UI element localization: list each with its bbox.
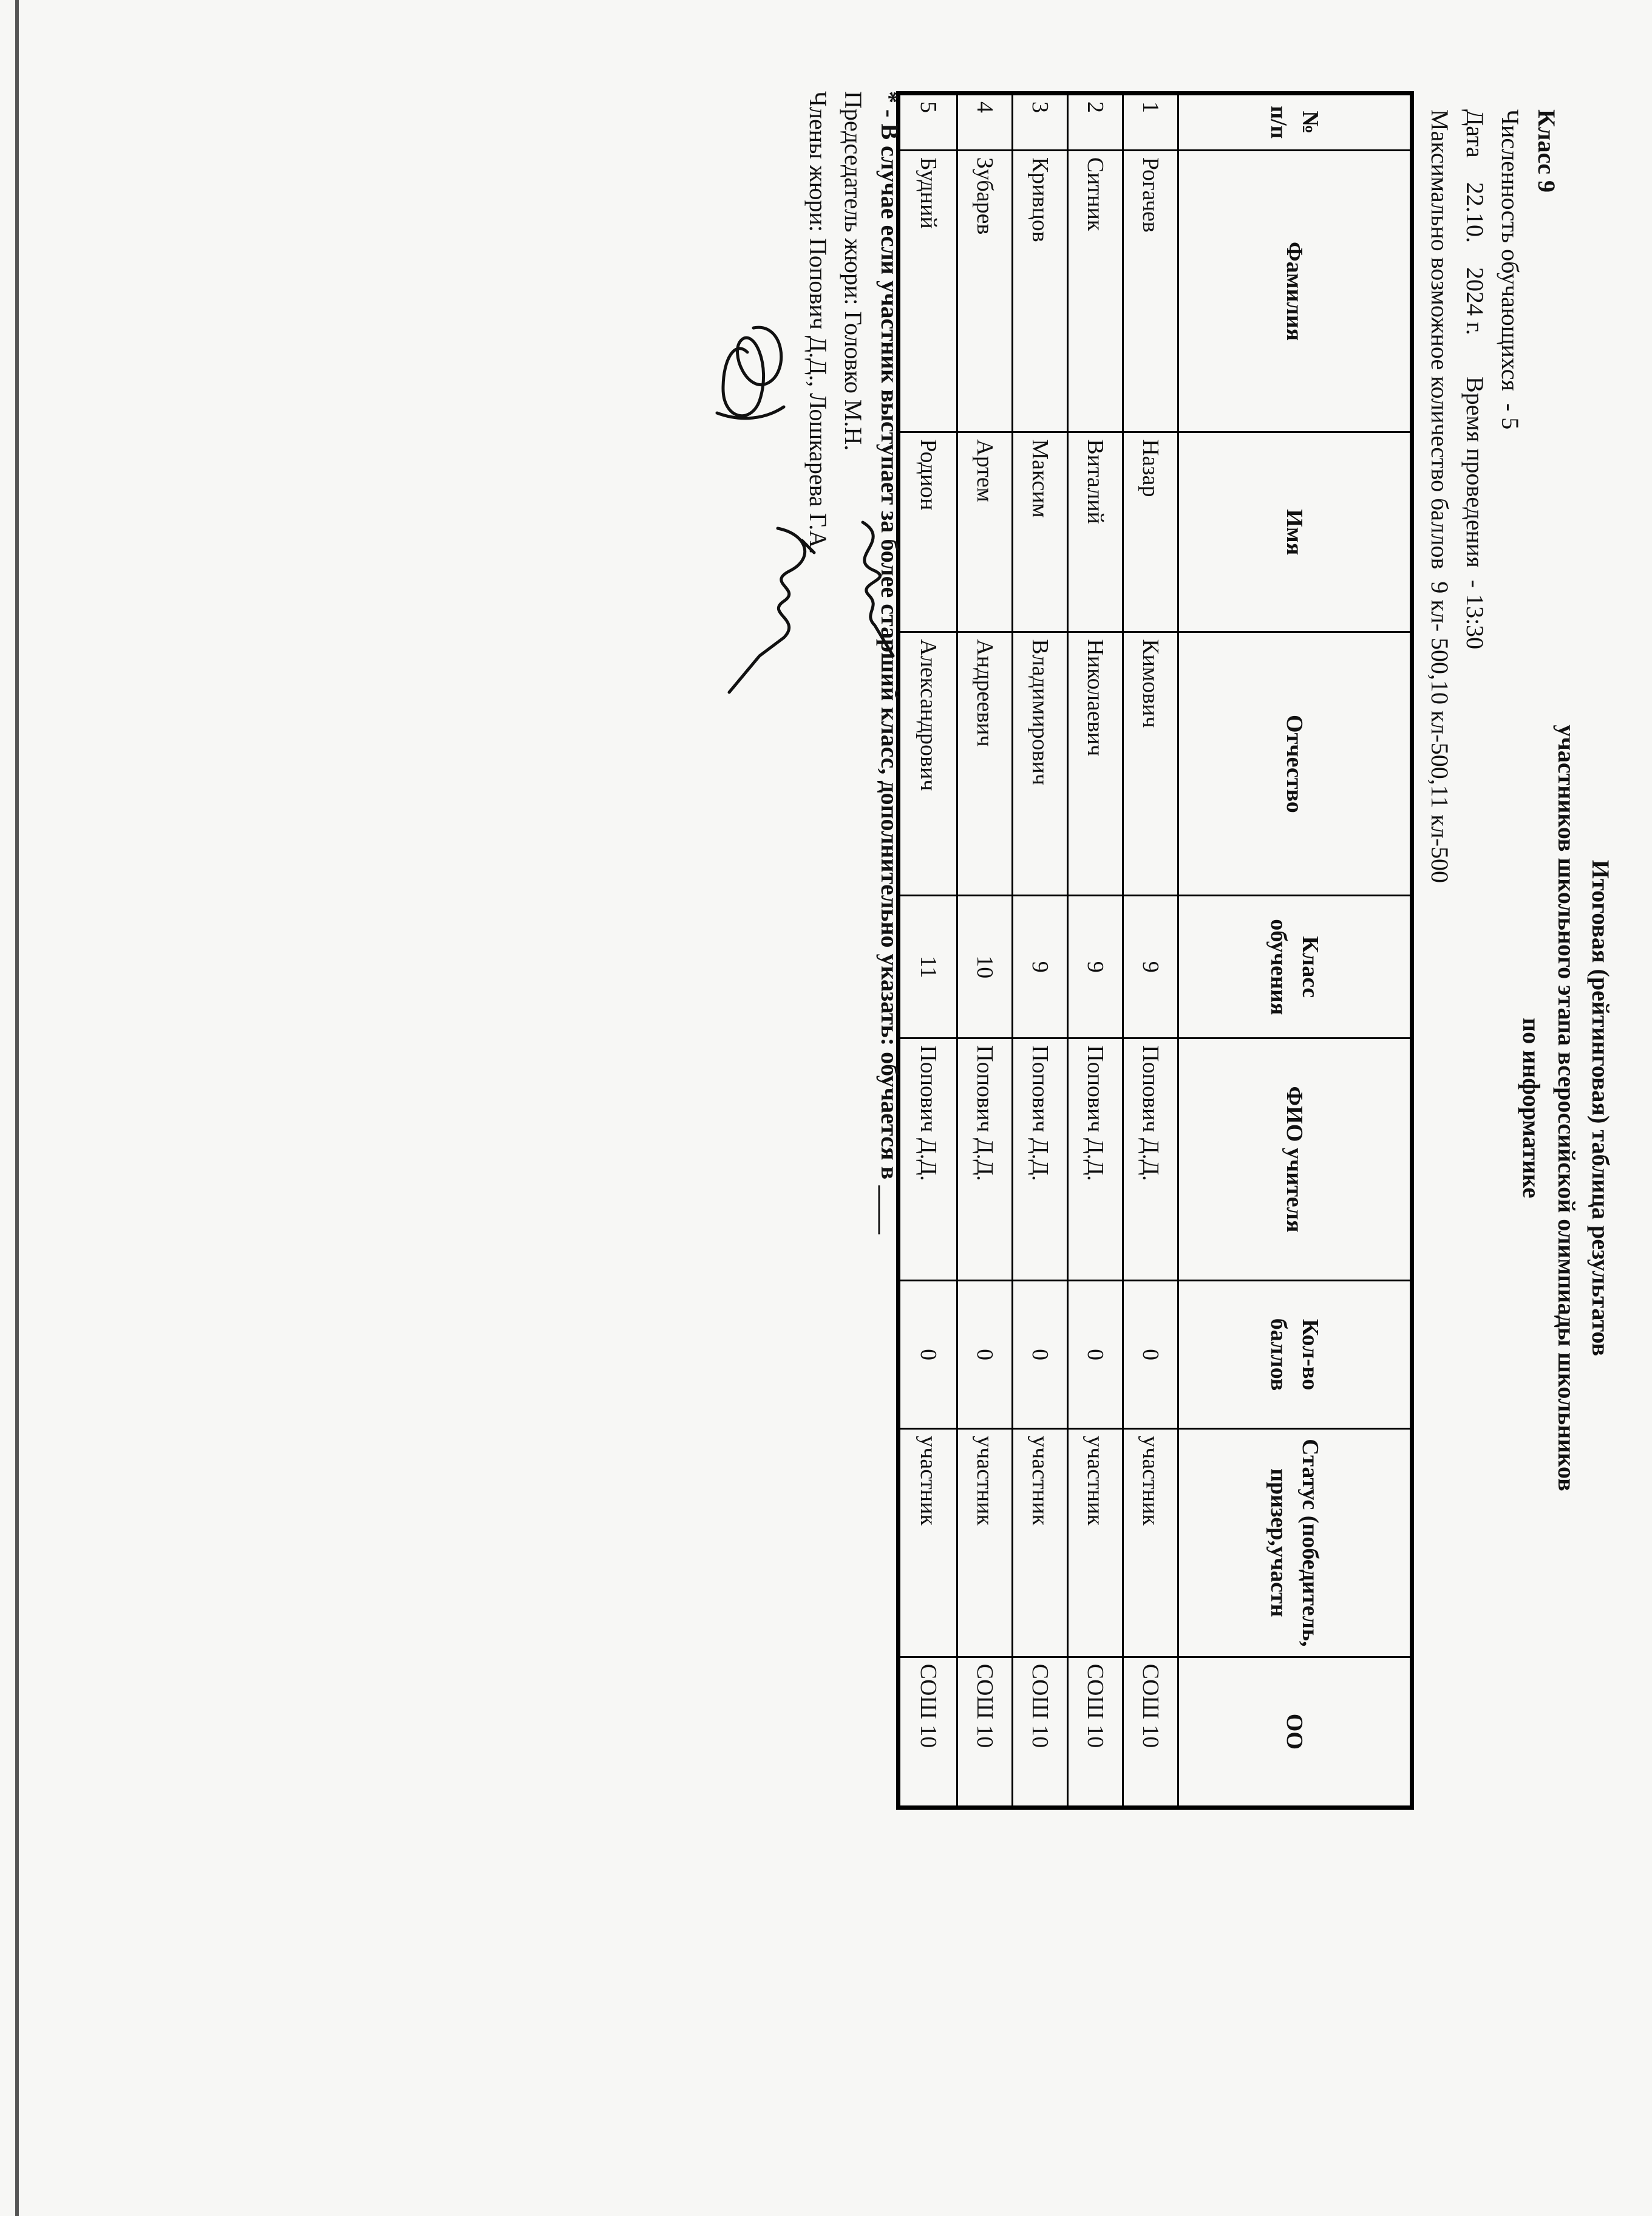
signature-3 bbox=[723, 516, 826, 698]
title-line-1: Итоговая (рейтинговая) таблица результатов bbox=[1587, 859, 1614, 1357]
header-status: Статус (победитель, призер,участн bbox=[1178, 1429, 1412, 1657]
cell-points: 0 bbox=[1068, 1280, 1123, 1428]
student-count: Численность обучающихся - 5 bbox=[1497, 109, 1524, 430]
cell-num: 2 bbox=[1068, 94, 1123, 151]
cell-num: 5 bbox=[899, 94, 957, 151]
table-row bbox=[957, 94, 1013, 1808]
cell-name: Назар bbox=[1123, 432, 1178, 632]
cell-name: Родион bbox=[899, 432, 957, 632]
cell-grade: 9 bbox=[1068, 896, 1123, 1038]
date-label: Дата bbox=[1461, 109, 1489, 158]
cell-school: СОШ 10 bbox=[957, 1657, 1013, 1807]
signature-2 bbox=[832, 516, 905, 662]
date-row bbox=[1461, 109, 1489, 649]
results-table bbox=[896, 91, 1414, 1810]
cell-surname: Рогачев bbox=[1123, 150, 1178, 432]
year-value: 2024 г. bbox=[1461, 267, 1489, 335]
cell-status: участник bbox=[899, 1429, 957, 1657]
scan-edge-line bbox=[15, 0, 19, 2216]
cell-status: участник bbox=[1013, 1429, 1068, 1657]
cell-status: участник bbox=[1123, 1429, 1178, 1657]
cell-status: участник bbox=[1068, 1429, 1123, 1657]
cell-num: 4 bbox=[957, 94, 1013, 151]
table-row bbox=[1013, 94, 1068, 1808]
header-points: Кол-во баллов bbox=[1178, 1280, 1412, 1428]
header-row bbox=[1178, 94, 1412, 1808]
cell-grade: 10 bbox=[957, 896, 1013, 1038]
title-line-3: по информатике bbox=[1518, 1018, 1545, 1198]
cell-name: Максим bbox=[1013, 432, 1068, 632]
header-name: Имя bbox=[1178, 432, 1412, 632]
cell-teacher: Попович Д.Д. bbox=[1068, 1038, 1123, 1281]
cell-school: СОШ 10 bbox=[1068, 1657, 1123, 1807]
header-school: ОО bbox=[1178, 1657, 1412, 1807]
footnote: * - В случае если участник выступает за более старший класс, дополнительно указать: обучается в ____ bbox=[876, 91, 903, 1235]
cell-surname: Ситник bbox=[1068, 150, 1123, 432]
cell-teacher: Попович Д.Д. bbox=[957, 1038, 1013, 1281]
cell-surname: Зубарев bbox=[957, 150, 1013, 432]
table-row bbox=[899, 94, 957, 1808]
time-label: Время проведения - 13:30 bbox=[1461, 377, 1489, 650]
cell-patronymic: Андреевич bbox=[957, 632, 1013, 896]
cell-num: 3 bbox=[1013, 94, 1068, 151]
cell-grade: 11 bbox=[899, 896, 957, 1038]
cell-patronymic: Александрович bbox=[899, 632, 957, 896]
title-line-2: участников школьного этапа всероссийской олимпиады школьников bbox=[1553, 724, 1580, 1492]
cell-school: СОШ 10 bbox=[1123, 1657, 1178, 1807]
cell-school: СОШ 10 bbox=[899, 1657, 957, 1807]
table-row bbox=[1123, 94, 1178, 1808]
cell-points: 0 bbox=[1013, 1280, 1068, 1428]
jury-members: Члены жюри: Попович Д.Д., Лошкарева Г.А. bbox=[804, 91, 832, 554]
signature-1 bbox=[711, 316, 796, 437]
cell-patronymic: Николаевич bbox=[1068, 632, 1123, 896]
cell-teacher: Попович Д.Д. bbox=[1013, 1038, 1068, 1281]
cell-surname: Будний bbox=[899, 150, 957, 432]
cell-school: СОШ 10 bbox=[1013, 1657, 1068, 1807]
header-patronymic: Отчество bbox=[1178, 632, 1412, 896]
jury-chair: Председатель жюри: Головко М.Н. bbox=[840, 91, 867, 451]
cell-num: 1 bbox=[1123, 94, 1178, 151]
cell-teacher: Попович Д.Д. bbox=[1123, 1038, 1178, 1281]
header-teacher: ФИО учителя bbox=[1178, 1038, 1412, 1281]
header-grade: Класс обучения bbox=[1178, 896, 1412, 1038]
cell-grade: 9 bbox=[1013, 896, 1068, 1038]
cell-patronymic: Владимирович bbox=[1013, 632, 1068, 896]
header-surname: Фамилия bbox=[1178, 150, 1412, 432]
cell-name: Артем bbox=[957, 432, 1013, 632]
date-value: 22.10. bbox=[1461, 182, 1489, 243]
cell-points: 0 bbox=[899, 1280, 957, 1428]
cell-name: Виталий bbox=[1068, 432, 1123, 632]
header-num: № п/п bbox=[1178, 94, 1412, 151]
cell-patronymic: Кимович bbox=[1123, 632, 1178, 896]
cell-grade: 9 bbox=[1123, 896, 1178, 1038]
table-row bbox=[1068, 94, 1123, 1808]
cell-teacher: Попович Д.Д. bbox=[899, 1038, 957, 1281]
cell-points: 0 bbox=[957, 1280, 1013, 1428]
cell-points: 0 bbox=[1123, 1280, 1178, 1428]
class-label: Класс 9 bbox=[1533, 109, 1560, 193]
cell-surname: Кривцов bbox=[1013, 150, 1068, 432]
cell-status: участник bbox=[957, 1429, 1013, 1657]
max-points: Максимально возможное количество баллов 9 кл- 500,10 кл-500,11 кл-500 bbox=[1426, 109, 1453, 884]
